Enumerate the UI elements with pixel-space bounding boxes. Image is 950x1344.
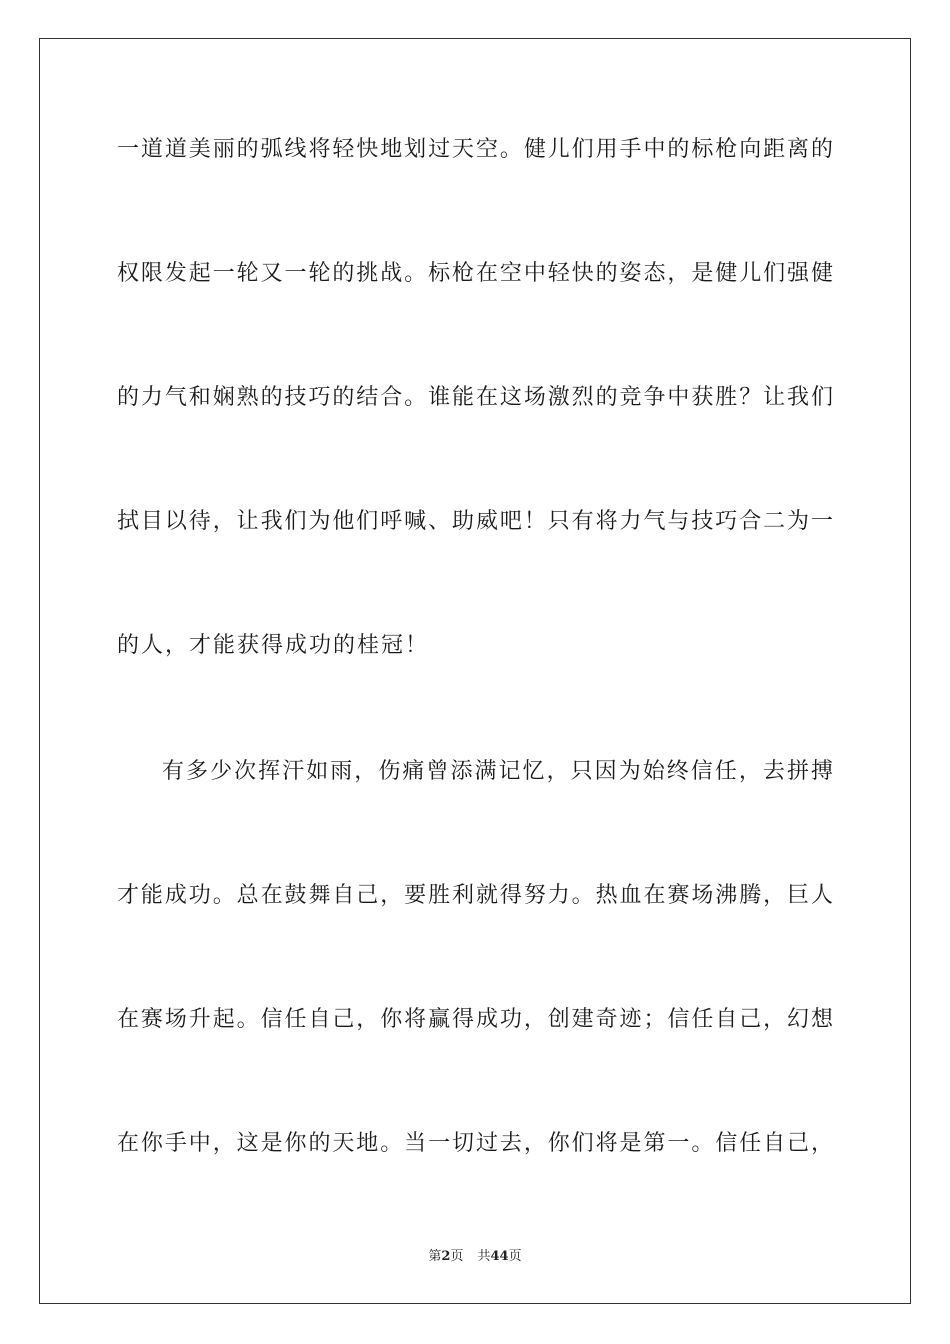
body-text-line: 在赛场升起。信任自己，你将赢得成功，创建奇迹；信任自己，幻想 (117, 1007, 833, 1032)
body-text-line: 的力气和娴熟的技巧的结合。谁能在这场激烈的竞争中获胜？让我们 (117, 385, 833, 410)
body-text-line: 在你手中，这是你的天地。当一切过去，你们将是第一。信任自己， (117, 1131, 833, 1156)
body-text-line: 才能成功。总在鼓舞自己，要胜利就得努力。热血在赛场沸腾，巨人 (117, 883, 833, 908)
total-pages-label: 共44页 (477, 1249, 522, 1264)
page-number-label: 第2页 (428, 1249, 464, 1264)
body-text-line: 一道道美丽的弧线将轻快地划过天空。健儿们用手中的标枪向距离的 (117, 137, 833, 162)
body-text-line: 的人，才能获得成功的桂冠！ (117, 633, 430, 658)
body-text-line: 权限发起一轮又一轮的挑战。标枪在空中轻快的姿态，是健儿们强健 (117, 261, 833, 286)
paragraph-first-line: 有多少次挥汗如雨，伤痛曾添满记忆，只因为始终信任，去拼搏 (162, 759, 833, 784)
body-text-line: 拭目以待，让我们为他们呼喊、助威吧！只有将力气与技巧合二为一 (117, 509, 833, 534)
page-border (39, 38, 911, 1304)
page-footer (0, 1245, 950, 1264)
